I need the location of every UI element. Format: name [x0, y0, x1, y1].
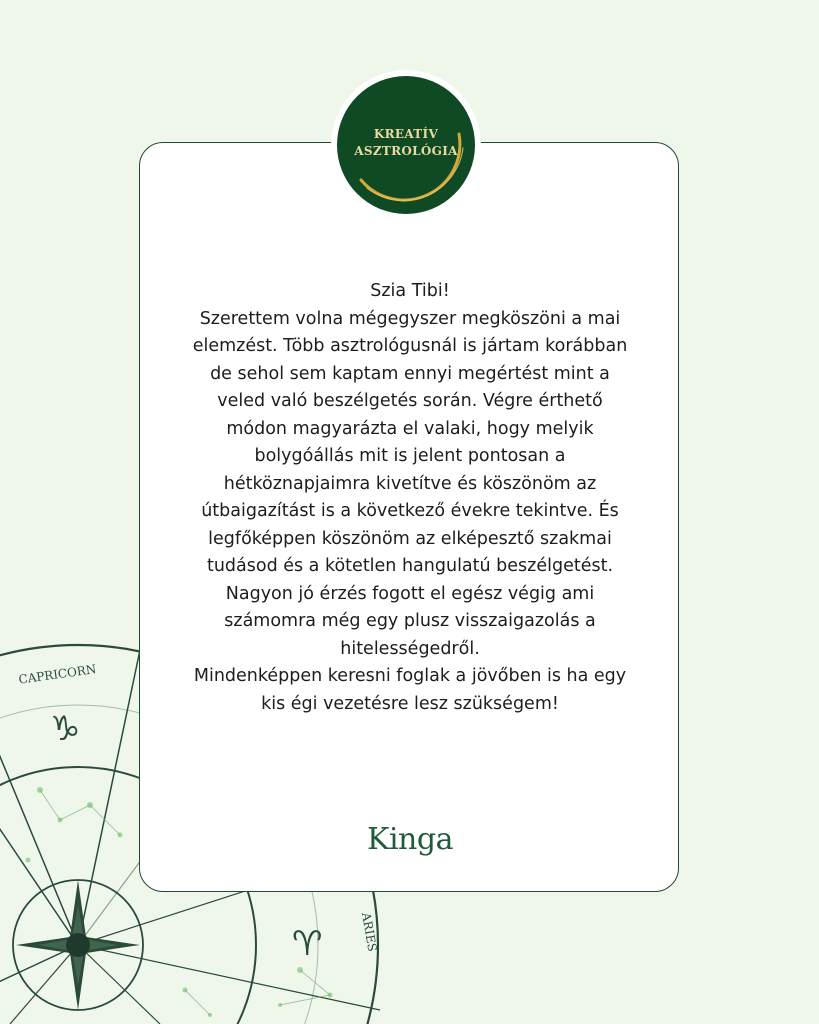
message-line: útbaigazítást is a következő évekre tekintve. És — [201, 501, 619, 521]
message-line: Mindenképpen keresni foglak a jövőben is ha egy — [193, 666, 627, 686]
logo-line-1: KREATÍV — [373, 127, 439, 141]
message-line: kis égi vezetésre lesz szükségem! — [261, 693, 559, 714]
brand-logo — [331, 70, 481, 220]
message-line: számomra még egy plusz visszaigazolás a — [224, 611, 596, 631]
message-line: legfőképpen köszönöm az elképesztő szakmai — [208, 528, 612, 549]
message-line: tudásod és a kötetlen hangulatú beszélgetést. — [206, 556, 614, 576]
message-line: Nagyon jó érzés fogott el egész végig ami — [225, 583, 595, 604]
aries-icon: ♈ — [292, 924, 323, 964]
message-line: elemzést. Több asztrológusnál is jártam korábban — [192, 336, 628, 356]
aries-label: ARIES — [358, 911, 380, 953]
message-line: bolygóállás mit is jelent pontosan a — [254, 446, 566, 466]
logo-badge — [337, 76, 475, 214]
logo-line-2: ASZTROLÓGIA — [354, 144, 458, 158]
message-line: veled való beszélgetés során. Végre érthető — [217, 391, 603, 411]
signature: Kinga — [367, 822, 453, 857]
testimonial-message — [152, 278, 668, 718]
capricorn-icon: ♑ — [50, 709, 81, 749]
message-line: módon magyarázta el valaki, hogy melyik — [226, 418, 594, 439]
message-line: hétköznapjaimra kivetítve és köszönöm az — [223, 473, 597, 494]
message-line: de sehol sem kaptam ennyi megértést mint a — [210, 363, 610, 384]
logo-text — [337, 126, 475, 160]
message-line: Szerettem volna mégegyszer megköszöni a mai — [199, 308, 621, 329]
message-line: Szia Tibi! — [370, 281, 450, 301]
message-line: hitelességedről. — [340, 638, 480, 659]
capricorn-label: CAPRICORN — [17, 662, 98, 687]
